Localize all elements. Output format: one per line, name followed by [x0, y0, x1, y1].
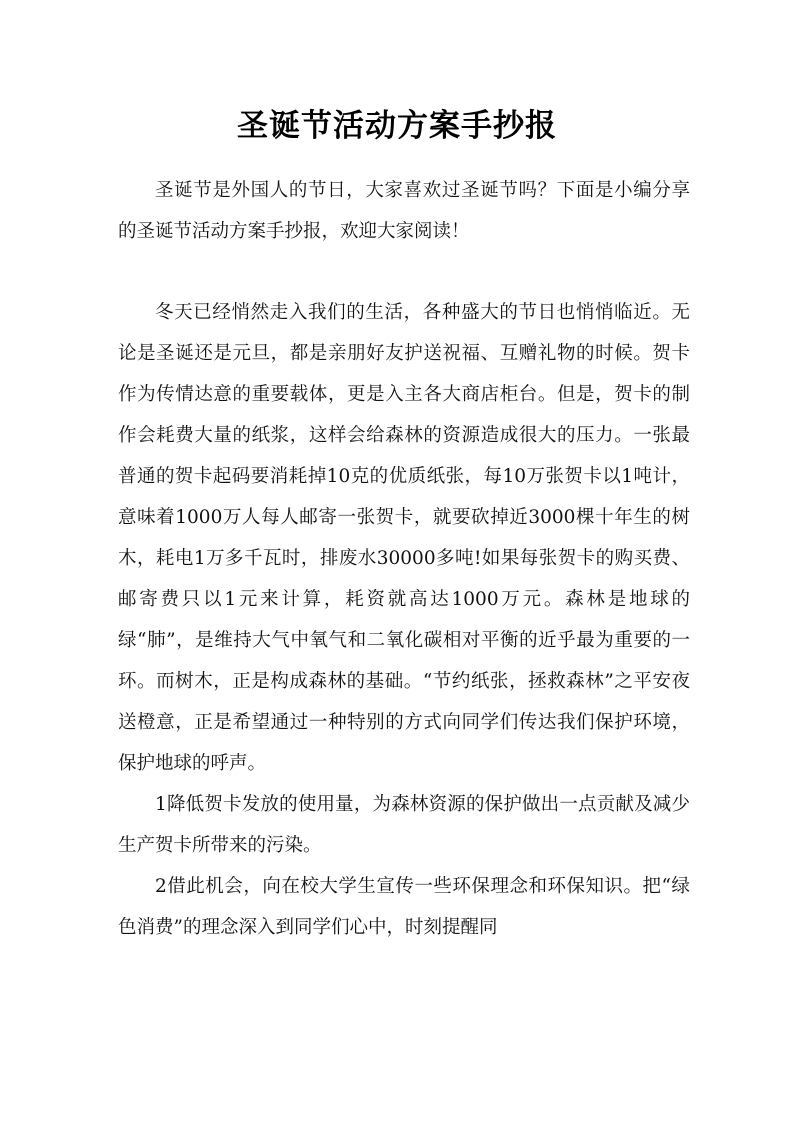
- body-paragraph-1: 冬天已经悄然走入我们的生活，各种盛大的节日也悄悄临近。无论是圣诞还是元旦，都是亲朋好友护送祝福、互赠礼物的时候。贺卡作为传情达意的重要载体，更是入主各大商店柜台。但是，贺卡的制作会耗费大量的纸浆，这样会给森林的资源造成很大的压力。一张最普通的贺卡起码要消耗掉10克的优质纸张，每10万张贺卡以1吨计，意味着1000万人每人邮寄一张贺卡，就要砍掉近3000棵十年生的树木，耗电1万多千瓦时，排废水30000多吨!如果每张贺卡的购买费、邮寄费只以1元来计算，耗资就高达1000万元。森林是地球的绿“肺”，是维持大气中氧气和二氧化碳相对平衡的近乎最为重要的一环。而树木，正是构成森林的基础。“节约纸张，拯救森林”之平安夜送橙意，正是希望通过一种特别的方式向同学们传达我们保护环境，保护地球的呼声。: [118, 302, 690, 774]
- intro-paragraph: 圣诞节是外国人的节日，大家喜欢过圣诞节吗？下面是小编分享的圣诞节活动方案手抄报，欢迎大家阅读！: [118, 180, 690, 242]
- main-body: [118, 292, 690, 948]
- intro-block: [118, 170, 690, 252]
- body-paragraph-2: 1降低贺卡发放的使用量，为森林资源的保护做出一点贡献及减少生产贺卡所带来的污染。: [118, 794, 690, 856]
- document-title: 圣诞节活动方案手抄报: [237, 108, 557, 144]
- body-paragraph-3: 2借此机会，向在校大学生宣传一些环保理念和环保知识。把“绿色消费”的理念深入到同学们心中，时刻提醒同: [118, 876, 690, 938]
